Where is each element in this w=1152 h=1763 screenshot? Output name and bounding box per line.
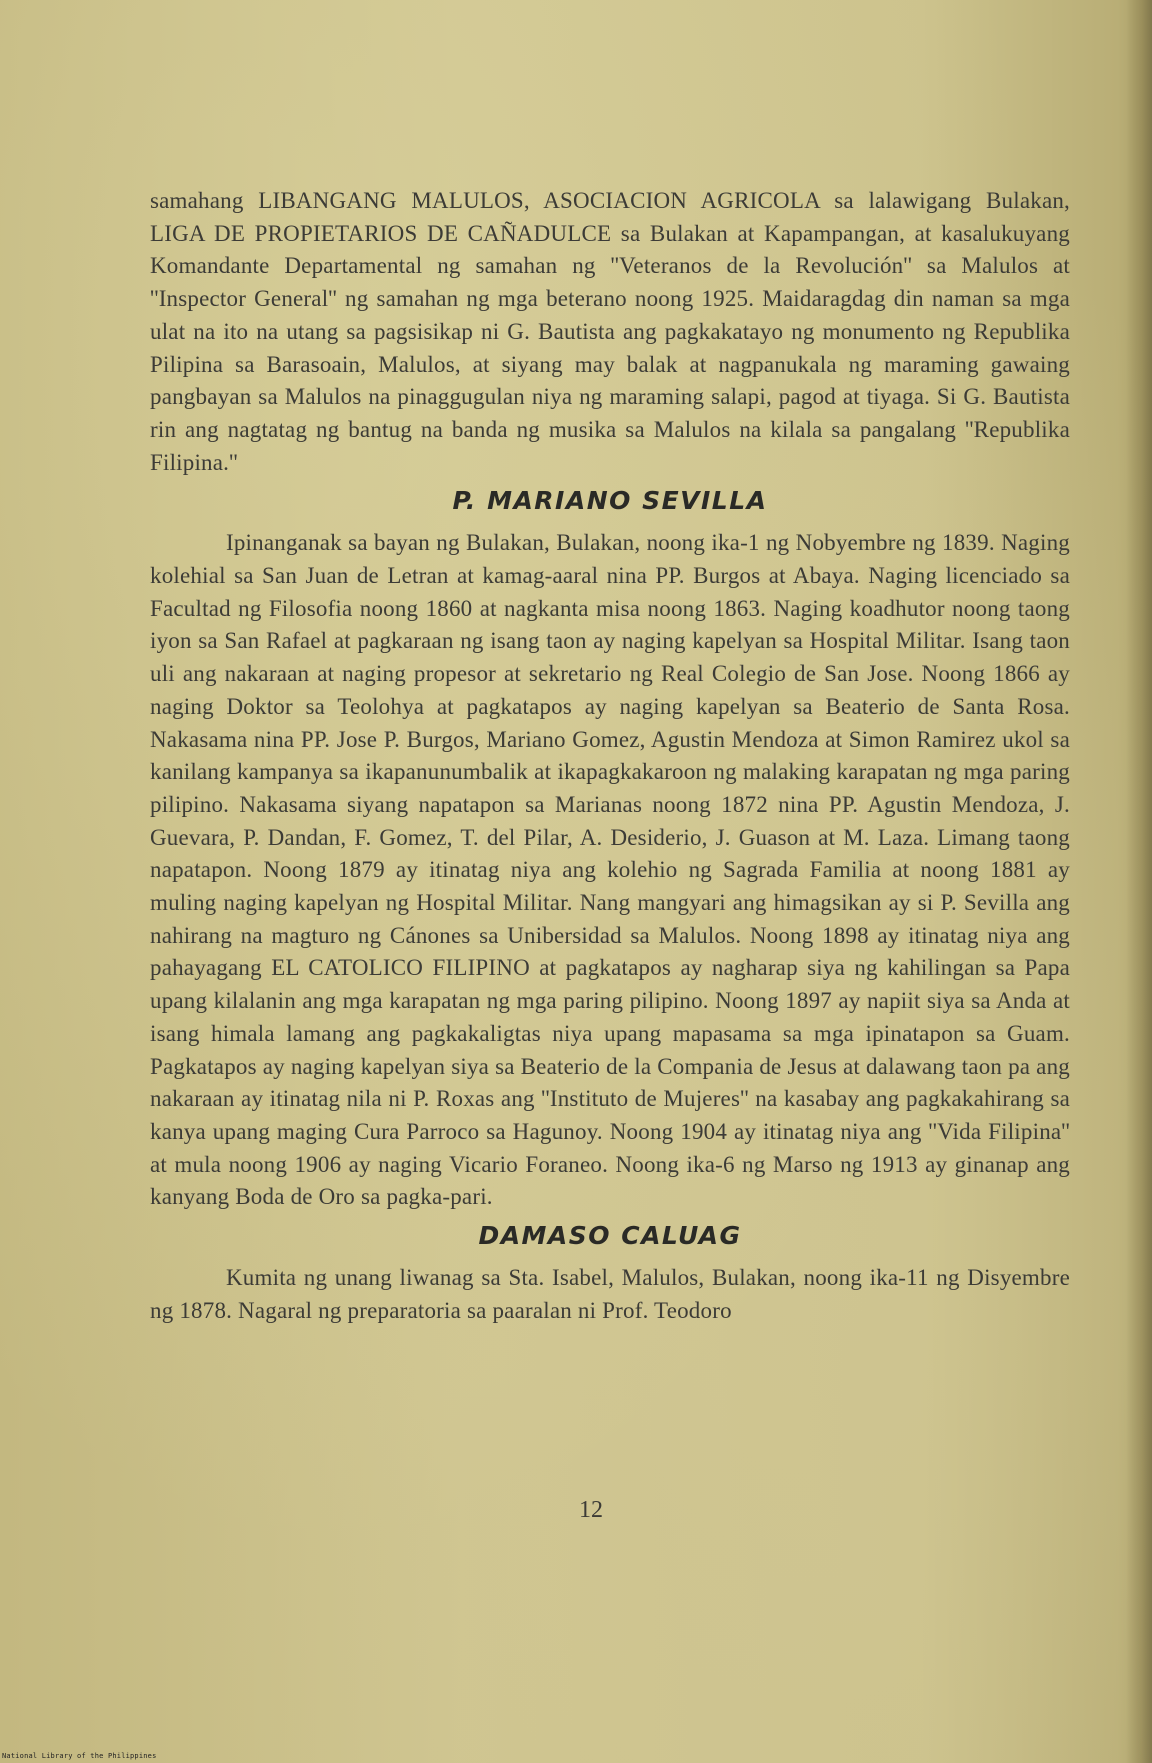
heading-mariano-sevilla: P. MARIANO SEVILLA xyxy=(452,486,768,516)
paragraph-bautista-continued: samahang LIBANGANG MALULOS, ASOCIACION AGRICOLA sa lalawigang Bulakan, LIGA DE PROPIETARIOS DE CAÑADULCE sa Bulakan at Kapampangan, at kasalukuyang Komandante Departamental ng samahan ng ''Veteranos de la Revolución'' sa Malulos at ''Inspector General'' ng samahan ng mga beterano noong 1925. Maidaragdag din naman sa mga ulat na ito na utang sa pagsisikap ni G. Bautista ang pagkakatayo ng monumento ng Republika Pilipina sa Barasoain, Malulos, at siyang may balak at nagpanukala ng maraming gawaing pangbayan sa Malulos na pinaggugulan niya ng maraming salapi, pagod at tiyaga. Si G. Bautista rin ang nagtatag ng bantug na banda ng musika sa Malulos na kilala sa pangalang ''Republika Filipina.'' xyxy=(150,188,1070,475)
paragraph-damaso-caluag: Kumita ng unang liwanag sa Sta. Isabel, Malulos, Bulakan, noong ika-11 ng Disyembre ng 1878. Nagaral ng preparatoria sa paaralan ni Prof. Teodoro xyxy=(150,1265,1070,1323)
document-body xyxy=(150,185,1070,1328)
page-number: 12 xyxy=(579,1497,603,1523)
library-credit: National Library of the Philippines xyxy=(2,1752,157,1760)
paragraph-mariano-sevilla: Ipinanganak sa bayan ng Bulakan, Bulakan, noong ika-1 ng Nobyembre ng 1839. Naging kolehial sa San Juan de Letran at kamag-aaral nina PP. Burgos at Abaya. Naging licenciado sa Facultad ng Filosofia noong 1860 at nagkanta misa noong 1863. Naging koadhutor noong taong iyon sa San Rafael at pagkaraan ng isang taon ay naging kapelyan sa Hospital Militar. Isang taon uli ang nakaraan at naging propesor at sekretario ng Real Colegio de San Jose. Noong 1866 ay naging Doktor sa Teolohya at pagkatapos ay naging kapelyan sa Beaterio de Santa Rosa. Nakasama nina PP. Jose P. Burgos, Mariano Gomez, Agustin Mendoza at Simon Ramirez ukol sa kanilang kampanya sa ikapanunumbalik at ikapagkakaroon ng malaking karapatan ng mga paring pilipino. Nakasama siyang napatapon sa Marianas noong 1872 nina PP. Agustin Mendoza, J. Guevara, P. Dandan, F. Gomez, T. del Pilar, A. Desiderio, J. Guason at M. Laza. Limang taong napatapon. Noong 1879 ay itinatag niya ang kolehio ng Sagrada Familia at noong 1881 ay muling naging kapelyan ng Hospital Militar. Nang mangyari ang himagsikan ay si P. Sevilla ang nahirang na magturo ng Cánones sa Unibersidad sa Malulos. Noong 1898 ay itinatag niya ang pahayagang EL CATOLICO FILIPINO at pagkatapos ay nagharap siya ng kahilingan sa Papa upang kilalanin ang mga karapatan ng mga paring pilipino. Noong 1897 ay napiit siya sa Anda at isang himala lamang ang pagkakaligtas niya upang mapasama sa mga ipinatapon sa Guam. Pagkatapos ay naging kapelyan siya sa Beaterio de la Compania de Jesus at dalawang taon pa ang nakaraan ay itinatag nila ni P. Roxas ang ''Instituto de Mujeres'' na kasabay ang pagkakahirang sa kanya upang maging Cura Parroco sa Hagunoy. Noong 1904 ay itinatag niya ang ''Vida Filipina'' at mula noong 1906 ay naging Vicario Foraneo. Noong ika-6 ng Marso ng 1913 ay ginanap ang kanyang Boda de Oro sa pagka-pari. xyxy=(150,530,1070,1210)
heading-damaso-caluag: DAMASO CALUAG xyxy=(478,1221,742,1251)
